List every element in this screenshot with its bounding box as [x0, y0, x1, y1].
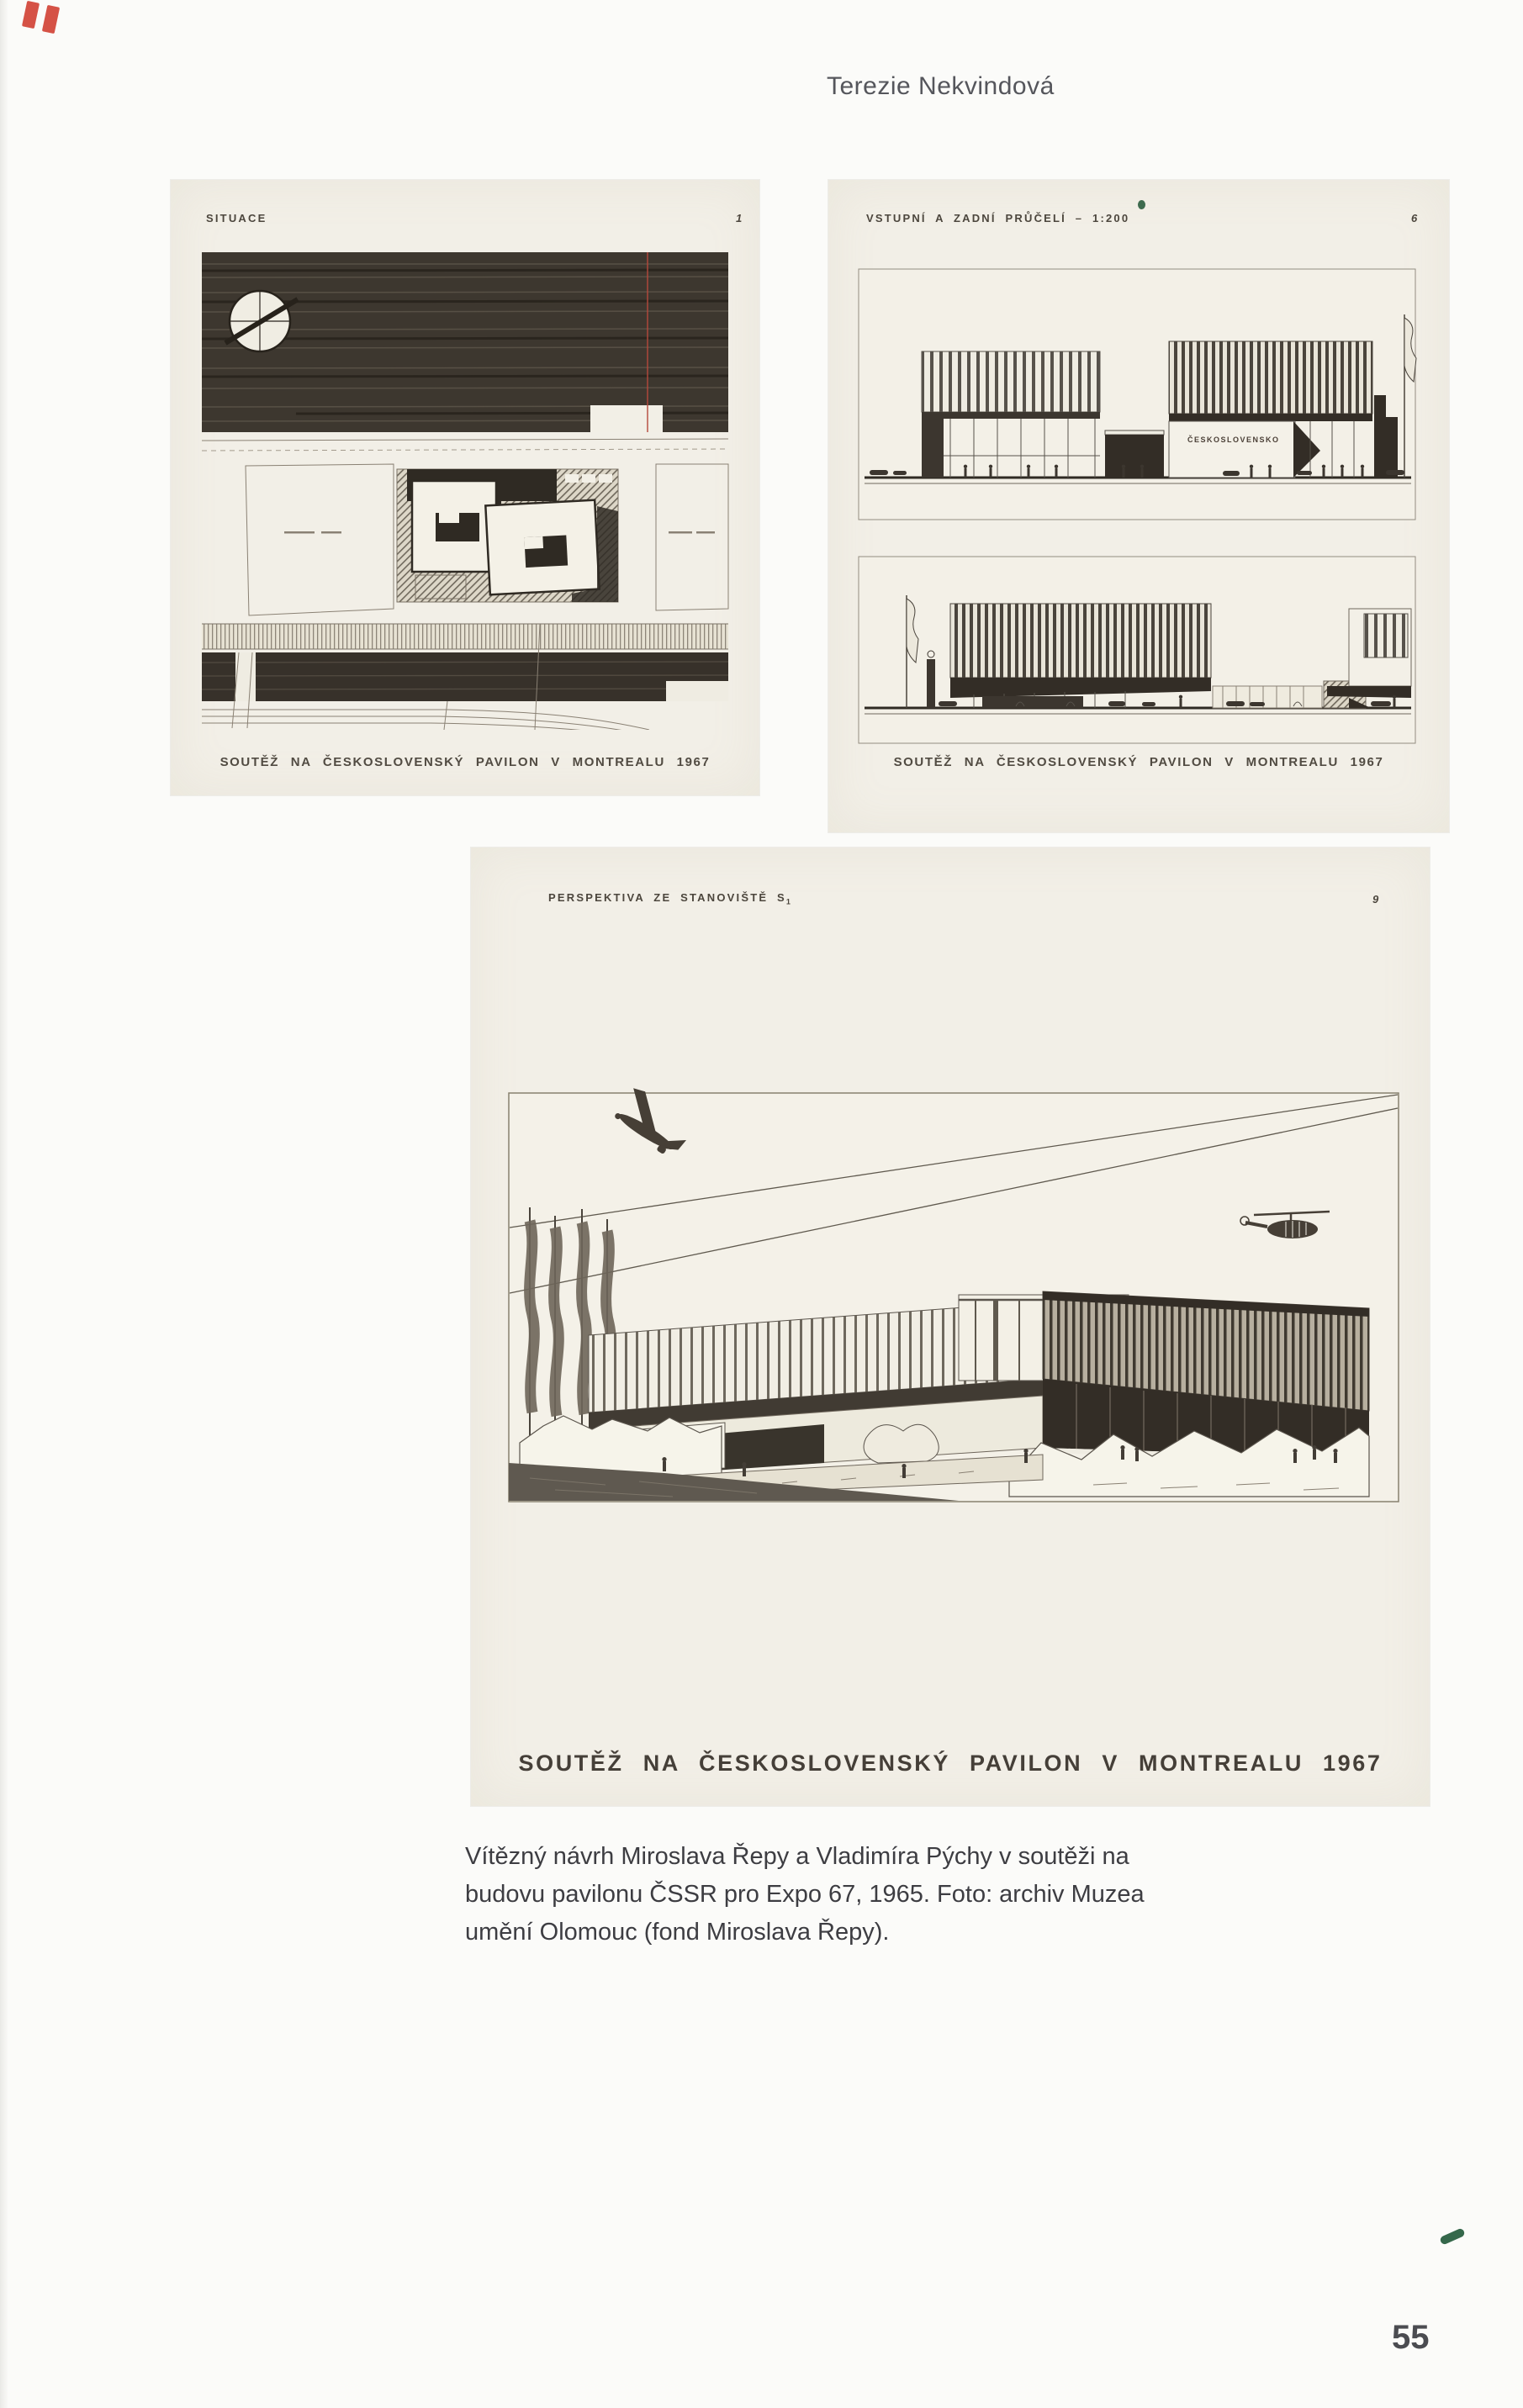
- perspective-drawing: [505, 1083, 1404, 1508]
- image-credit-caption: [465, 1838, 1205, 1951]
- elevation-rear: [859, 557, 1415, 743]
- page-header-author: Terezie Nekvindová: [827, 72, 1055, 100]
- figure-caption-perspective: SOUTĚŽ NA ČESKOSLOVENSKÝ PAVILON V MONTREALU 1967: [518, 1751, 1383, 1776]
- figure-card-situace: [171, 180, 759, 795]
- site-plan-drawing: [195, 249, 733, 730]
- figure-label-text: PERSPEKTIVA ZE STANOVIŠTĚ S: [548, 891, 786, 904]
- figure-label-perspective: [548, 891, 792, 906]
- green-dot-mark: [1138, 200, 1145, 209]
- figure-card-perspective: [471, 848, 1430, 1806]
- elevation-front: [859, 269, 1416, 520]
- figure-caption-situace: SOUTĚŽ NA ČESKOSLOVENSKÝ PAVILON V MONTREALU 1967: [219, 755, 711, 769]
- caption-line: umění Olomouc (fond Miroslava Řepy).: [465, 1919, 890, 1946]
- figure-caption-elevations: SOUTĚŽ NA ČESKOSLOVENSKÝ PAVILON V MONTREALU 1967: [893, 755, 1384, 769]
- figure-card-elevations: [828, 180, 1449, 832]
- rail-band: [202, 652, 728, 701]
- caption-line: Vítězný návrh Miroslava Řepy a Vladimíra Pýchy v soutěži na: [465, 1843, 1129, 1870]
- building-sign-text: ČESKOSLOVENSKO: [1187, 436, 1280, 444]
- red-registration-mark: [42, 5, 60, 34]
- figure-number: 6: [1411, 212, 1418, 224]
- figure-number: 9: [1372, 893, 1379, 906]
- red-registration-mark: [22, 1, 40, 29]
- elevation-drawings: [856, 261, 1418, 748]
- figure-number: 1: [736, 212, 743, 224]
- figure-label-situace: SITUACE: [206, 212, 267, 224]
- caption-line: budovu pavilonu ČSSR pro Expo 67, 1965. Foto: archiv Muzea: [465, 1881, 1145, 1908]
- figure-label-subscript: 1: [785, 897, 793, 906]
- page-number: 55: [1392, 2319, 1430, 2356]
- figure-label-elevations: VSTUPNÍ A ZADNÍ PRŮČELÍ – 1:200: [866, 212, 1130, 224]
- page-edge-shadow: [0, 0, 8, 2408]
- pen-stroke-mark: [1439, 2227, 1465, 2245]
- pavilion-plan: [397, 469, 618, 602]
- road-band: [202, 624, 728, 649]
